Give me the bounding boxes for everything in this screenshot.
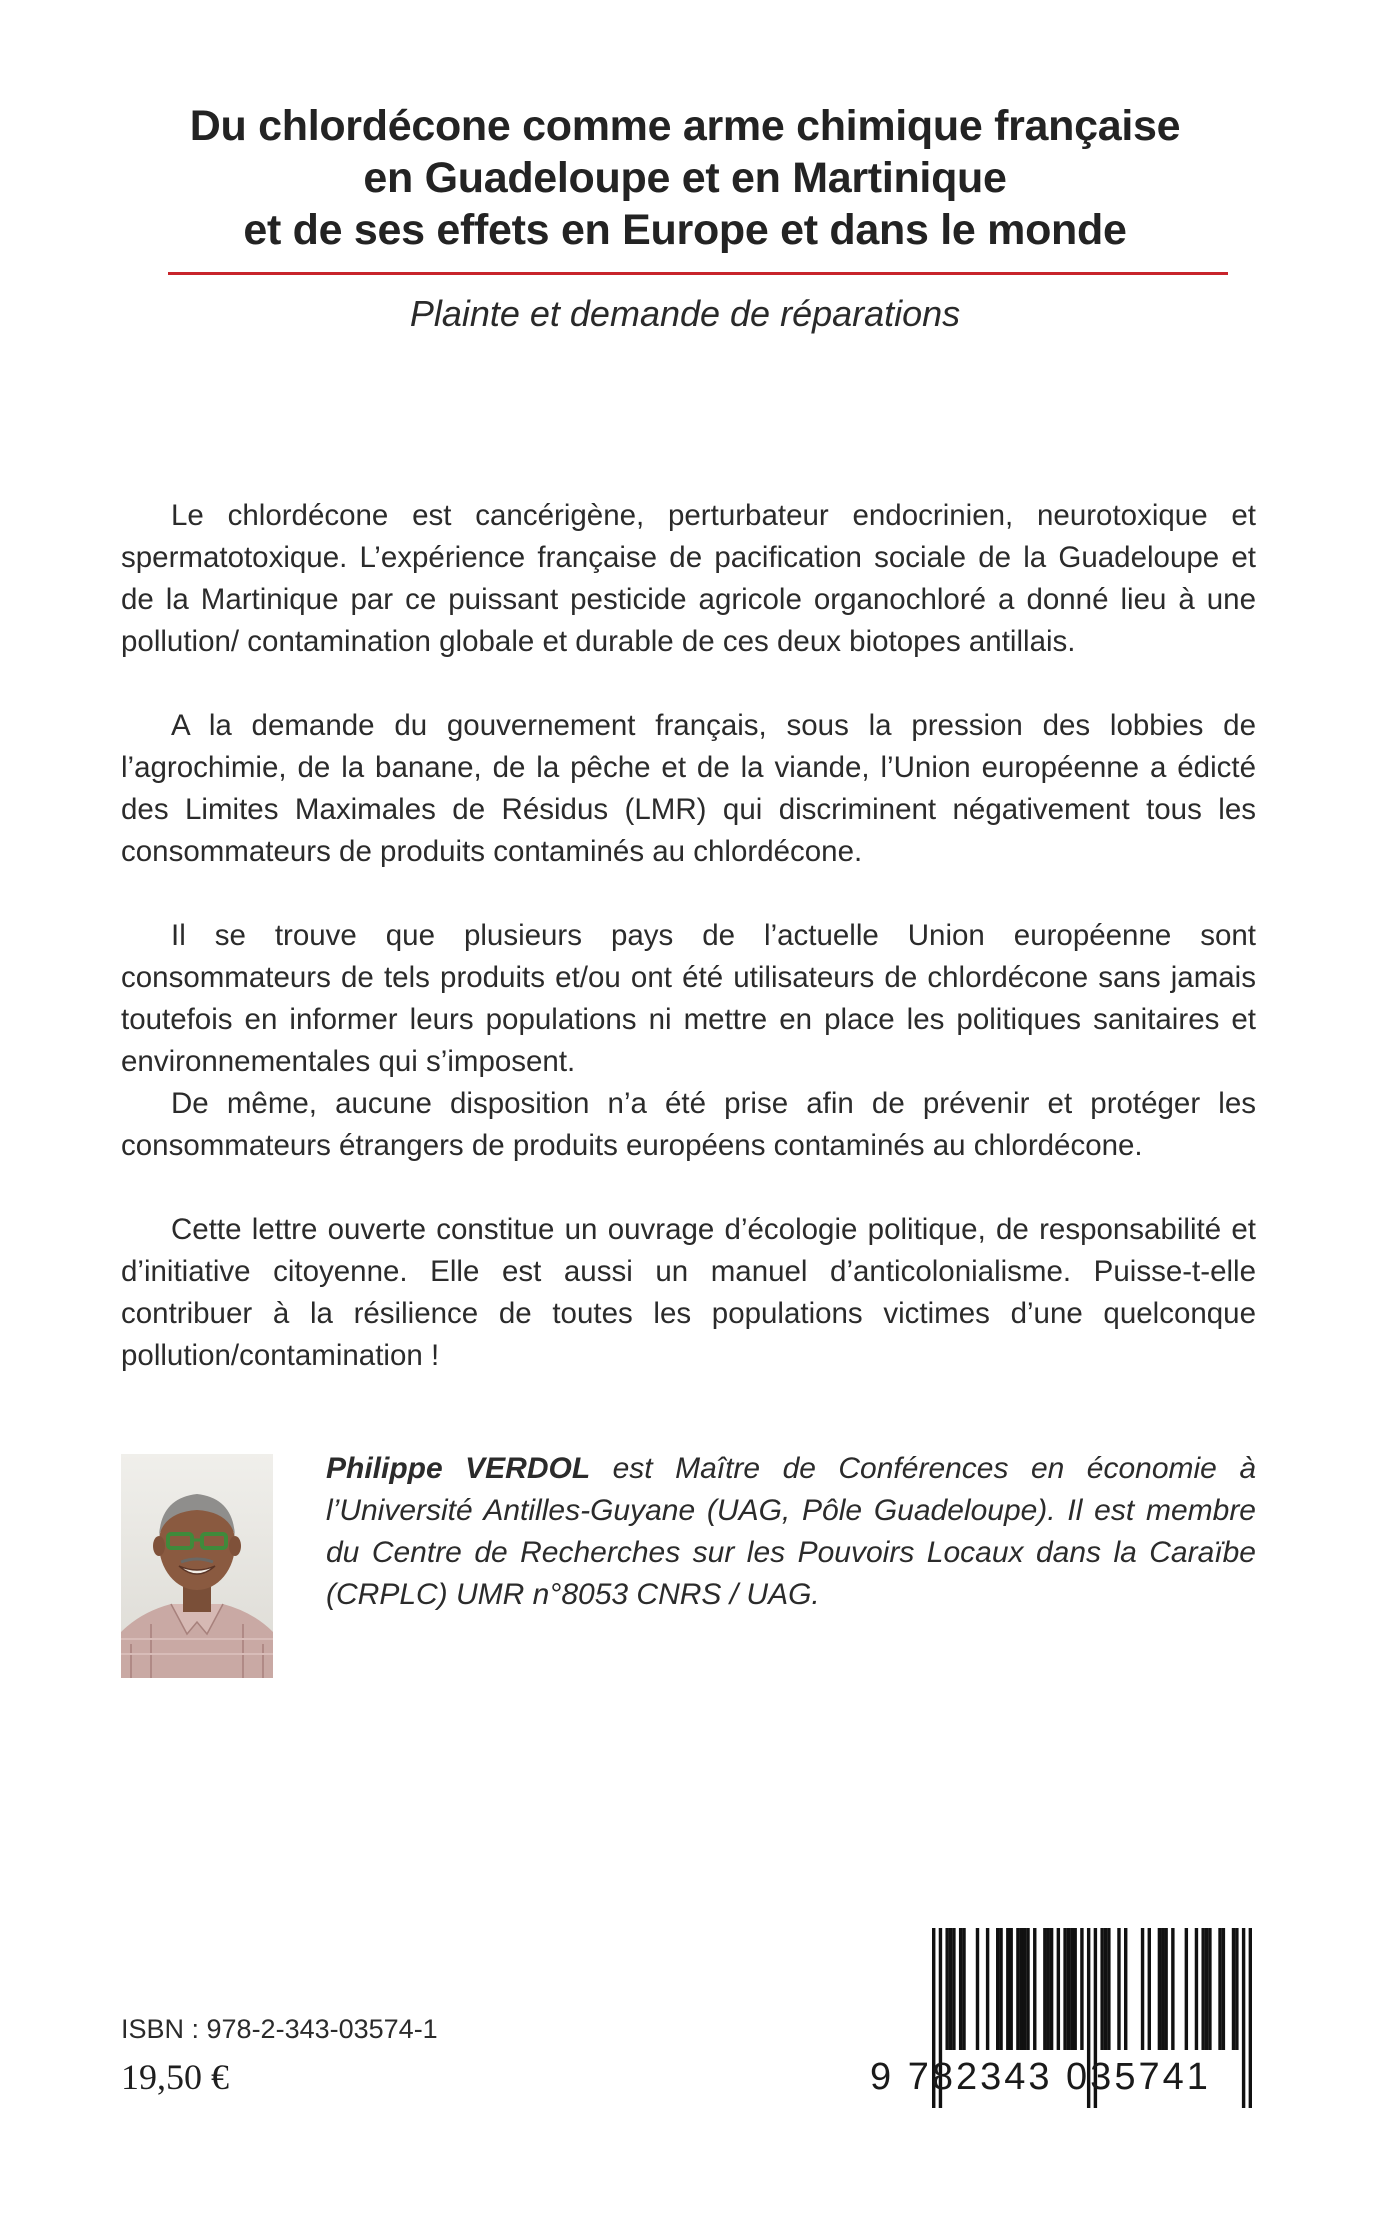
barcode-bar — [1067, 1928, 1070, 2050]
barcode-bar — [1063, 1928, 1066, 2050]
paragraph-5: Cette lettre ouverte constitue un ouvrage d’écologie politique, de responsabilité et d’initiative citoyenne. Elle est aussi un manuel d’anticolonialisme. Puisse-t-elle contribuer à la résilience de toutes les populations victimes d’une quelconque pollution/contamination ! — [121, 1213, 1256, 1372]
barcode-bar — [1218, 1928, 1221, 2050]
back-cover-text — [121, 495, 1256, 1377]
barcode-bar — [1201, 1928, 1204, 2050]
barcode-bar — [1009, 1928, 1012, 2050]
paragraph-4: De même, aucune disposition n’a été prise afin de prévenir et protéger les consommateurs étrangers de produits européens contaminés au chlordécone. — [121, 1087, 1256, 1162]
author-portrait-icon — [121, 1454, 273, 1678]
barcode-bar — [962, 1928, 965, 2050]
barcode-bar — [1020, 1928, 1023, 2050]
barcode-bar — [996, 1928, 999, 2050]
barcode-bar — [1161, 1928, 1164, 2050]
isbn-text: ISBN : 978-2-343-03574-1 — [121, 2014, 438, 2044]
barcode-bar — [1073, 1928, 1076, 2050]
barcode-bar — [1070, 1928, 1073, 2050]
barcode-bar — [949, 1928, 952, 2050]
barcode-bar — [1171, 1928, 1174, 2050]
barcode-bar — [1232, 1928, 1235, 2050]
author-bio — [326, 1448, 1256, 1616]
price-text: 19,50 € — [121, 2057, 229, 2097]
barcode-bar — [945, 1928, 948, 2050]
title-line-1: Du chlordécone comme arme chimique française — [189, 102, 1181, 150]
barcode-bar — [1023, 1928, 1026, 2050]
barcode-bar — [952, 1928, 955, 2050]
barcode-bar — [1057, 1928, 1060, 2050]
barcode-bar — [1050, 1928, 1053, 2050]
barcode-bar — [1104, 1928, 1107, 2050]
barcode-bar — [1026, 1928, 1029, 2050]
barcode-bar — [1117, 1928, 1120, 2050]
barcode-bar — [999, 1928, 1002, 2050]
paragraph-3: Il se trouve que plusieurs pays de l’actuelle Union européenne sont consommateurs de tels produits et/ou ont été utilisateurs de chlordécone sans jamais toutefois en informer leurs populations ni mettre en place les politiques sanitaires et environnementales qui s’imposent. — [121, 919, 1256, 1078]
title-line-2: en Guadeloupe et en Martinique — [363, 154, 1007, 202]
barcode-digits: 9 782343 035741 — [870, 2056, 1211, 2098]
barcode-bar — [986, 1928, 989, 2050]
barcode-bar — [959, 1928, 962, 2050]
barcode-bar — [1205, 1928, 1208, 2050]
barcode-bar — [1043, 1928, 1046, 2050]
barcode-bar — [1006, 1928, 1009, 2050]
book-subtitle: Plainte et demande de réparations — [409, 293, 961, 334]
barcode-bar — [1033, 1928, 1036, 2050]
barcode-bar — [1100, 1928, 1103, 2050]
author-name: Philippe VERDOL — [326, 1452, 591, 1485]
title-line-3: et de ses effets en Europe et dans le monde — [243, 206, 1127, 254]
barcode-bar — [1208, 1928, 1211, 2050]
barcode-bar — [1222, 1928, 1225, 2050]
book-title — [120, 100, 1250, 256]
barcode-bar — [1016, 1928, 1019, 2050]
barcode-bar — [1107, 1928, 1110, 2050]
barcode-bar — [1158, 1928, 1161, 2050]
barcode-bar — [1141, 1928, 1144, 2050]
paragraph-2: A la demande du gouvernement français, sous la pression des lobbies de l’agrochimie, de la banane, de la pêche et de la viande, l’Union européenne a édicté des Limites Maximales de Résidus (LMR) qui discriminent négativement tous les consommateurs de produits contaminés au chlordécone. — [121, 709, 1256, 868]
barcode-bar — [1080, 1928, 1083, 2050]
barcode-bar — [1124, 1928, 1127, 2050]
barcode-bar — [1148, 1928, 1151, 2050]
barcode-bar — [1164, 1928, 1167, 2050]
paragraph-1: Le chlordécone est cancérigène, perturbateur endocrinien, neurotoxique et spermatotoxique. L’expérience française de pacification sociale de la Guadeloupe et de la Martinique par ce puissant pesticide agricole organochloré a donné lieu à une pollution/ contamination globale et durable de ces deux biotopes antillais. — [121, 499, 1256, 658]
barcode-bar — [976, 1928, 979, 2050]
title-divider — [168, 272, 1228, 275]
barcode-bar — [1047, 1928, 1050, 2050]
barcode-bar — [1185, 1928, 1188, 2050]
barcode-bar — [1235, 1928, 1238, 2050]
barcode-bar — [1195, 1928, 1198, 2050]
author-photo — [121, 1454, 273, 1678]
author-description: est Maître de Conférences en économie à l’Université Antilles-Guyane (UAG, Pôle Guadeloupe). Il est membre du Centre de Recherches sur les Pouvoirs Locaux dans la Caraïbe (CRPLC) UMR n°8053 CNRS / UAG. — [326, 1452, 1256, 1611]
